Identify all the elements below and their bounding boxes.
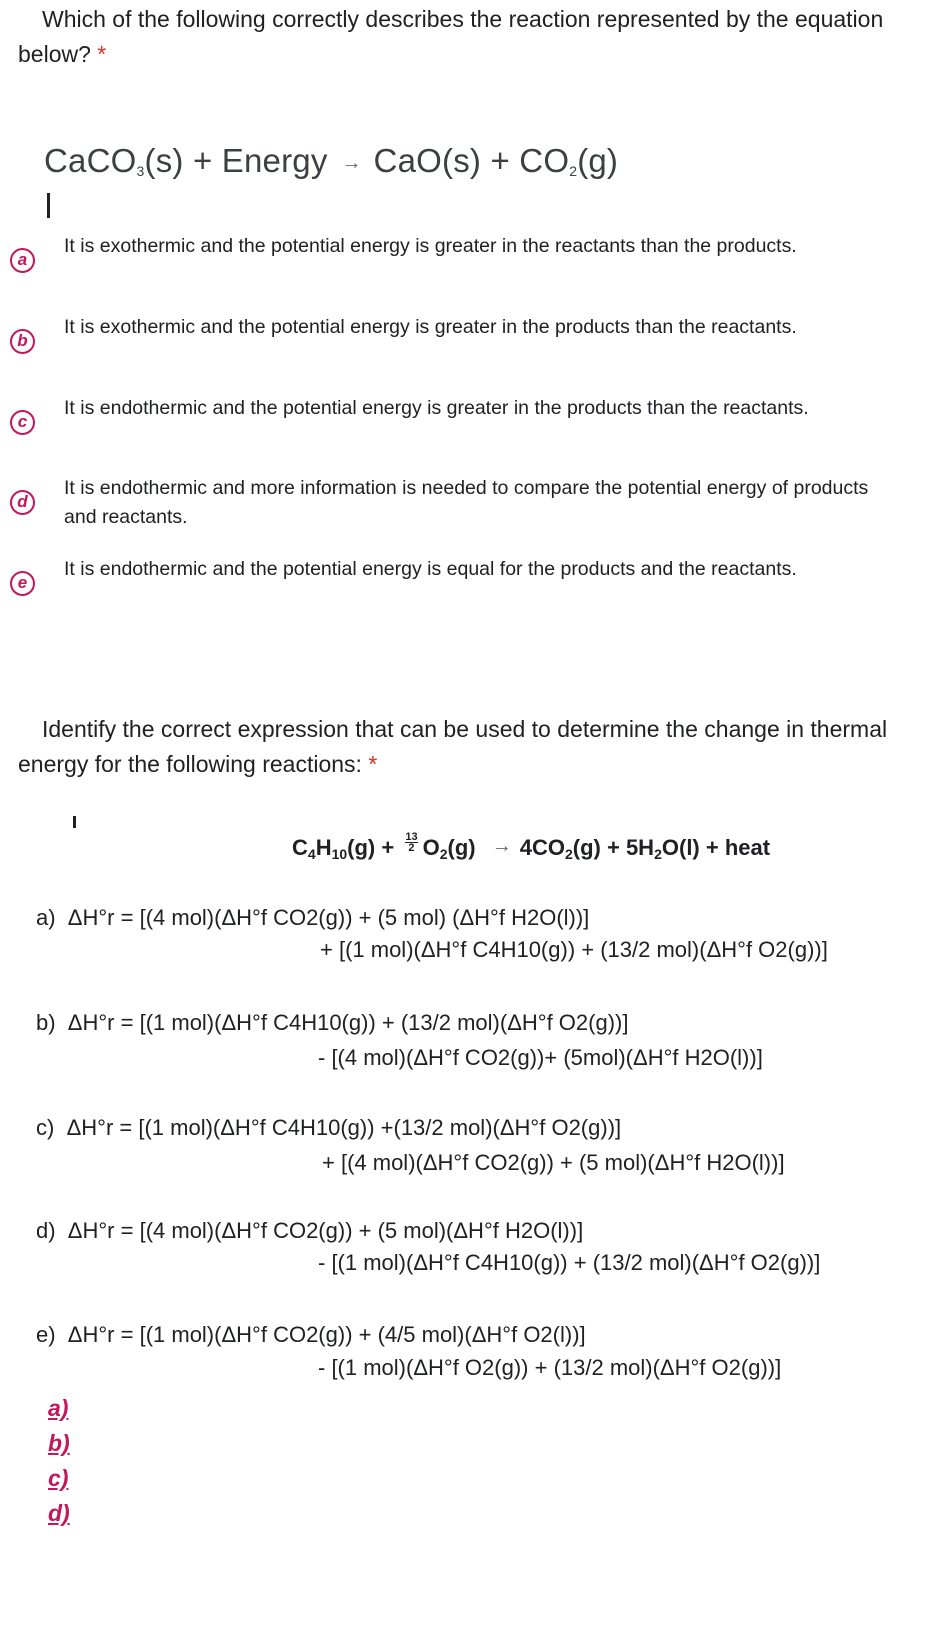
question-2-text: Identify the correct expression that can be used to determine the change in thermal energy for the following reactions: bbox=[18, 716, 888, 777]
combustion-equation: $C_4H_{10}(g)$ + $\frac{13}{2} O_2(g) \to 4CO_2(g) + 5H_2O(l)$ + heat bbox=[292, 831, 771, 862]
choice-a[interactable]: a) bbox=[48, 1395, 69, 1421]
option-e[interactable] bbox=[0, 555, 900, 625]
option-d-label: It is endothermic and more information is needed to compare the potential energy of products and reactants. bbox=[64, 477, 869, 528]
option-a-label: It is exothermic and the potential energy is greater in the reactants than the products. bbox=[64, 235, 797, 257]
choice-d[interactable]: d) bbox=[48, 1500, 70, 1526]
text-caret bbox=[47, 193, 50, 218]
choice-b[interactable]: b) bbox=[48, 1430, 70, 1456]
option-b[interactable] bbox=[0, 313, 900, 383]
radio-a-icon[interactable]: a bbox=[10, 248, 35, 273]
reaction-equation-1: CaCO$_3$(s) + Energy → $CaO(s) + CO_2(g)$ bbox=[44, 142, 619, 179]
option-a[interactable] bbox=[0, 232, 900, 302]
choice-c[interactable]: c) bbox=[48, 1465, 69, 1491]
question-1-prompt bbox=[18, 2, 898, 72]
radio-b-icon[interactable]: b bbox=[10, 329, 35, 354]
option-d[interactable] bbox=[0, 474, 900, 544]
option-c[interactable] bbox=[0, 394, 900, 464]
radio-e-icon[interactable]: e bbox=[10, 571, 35, 596]
option-e-label: It is endothermic and the potential energy is equal for the products and the reactants. bbox=[64, 558, 797, 580]
option-b-label: It is exothermic and the potential energy is greater in the products than the reactants. bbox=[64, 316, 797, 338]
required-asterisk: * bbox=[97, 41, 107, 67]
question-1-text: Which of the following correctly describes the reaction represented by the equation below? bbox=[18, 6, 884, 67]
required-asterisk: * bbox=[368, 751, 378, 777]
option-c-label: It is endothermic and the potential energy is greater in the products than the reactants. bbox=[64, 397, 809, 419]
question-2-prompt bbox=[18, 712, 898, 782]
radio-d-icon[interactable]: d bbox=[10, 490, 35, 515]
text-caret bbox=[73, 816, 76, 828]
radio-c-icon[interactable]: c bbox=[10, 410, 35, 435]
